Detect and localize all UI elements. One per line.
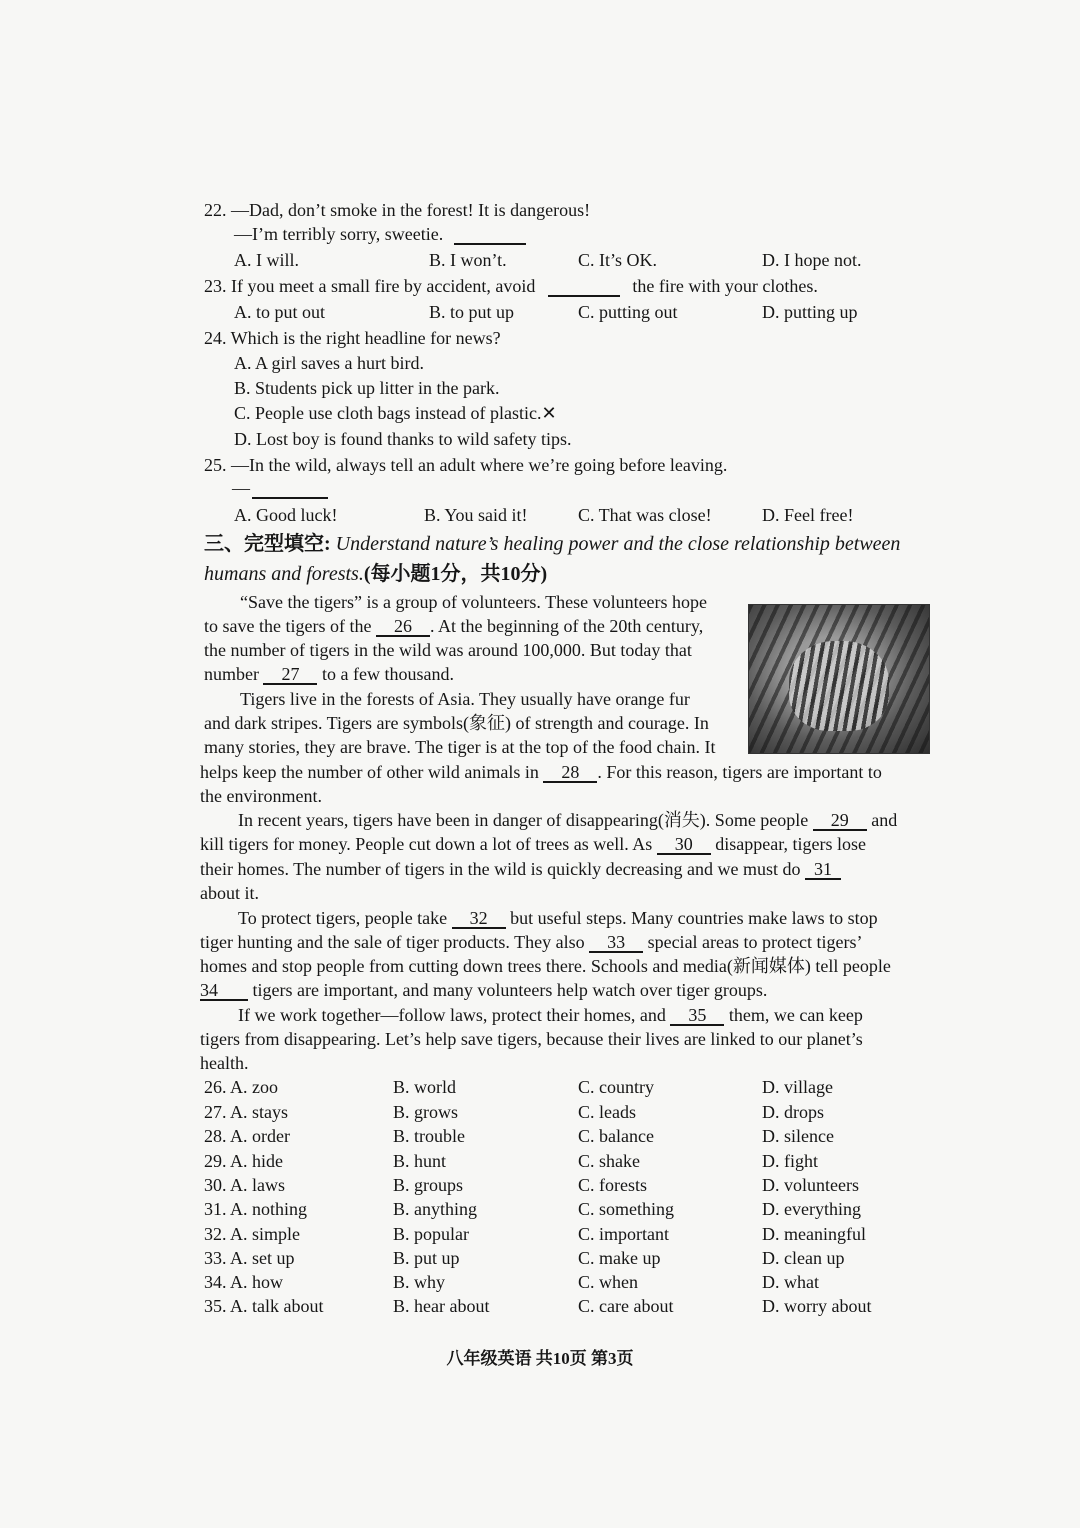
text-span: but useful steps. Many countries make laws to stop [510,908,878,928]
choice-32-a: 32. A. simple [204,1224,301,1244]
q23-option-b: B. to put up [429,302,515,322]
section-title-b: humans and forests. [204,563,364,585]
choice-34-b: B. why [393,1272,446,1292]
q24-stem: 24. Which is the right headline for news? [204,328,501,348]
blank-33: 33 [589,933,643,953]
q22-number: 22. [204,200,227,220]
text-span: To protect tigers, people take [238,908,448,928]
blank-29: 29 [813,811,867,831]
q24-option-d: D. Lost boy is found thanks to wild safety tips. [234,429,572,449]
q25-option-a: A. Good luck! [234,505,338,525]
q25-option-c: C. That was close! [578,505,712,525]
passage-p4-line3: homes and stop people from cutting down trees there. Schools and media(新闻媒体) tell people [200,956,891,976]
choice-30-a: 30. A. laws [204,1175,285,1195]
blank-35: 35 [670,1006,724,1026]
passage-p5-line2: tigers from disappearing. Let’s help save tigers, because their lives are linked to our planet’s [200,1029,863,1049]
text-span: . At the beginning of the 20th century, [429,616,704,636]
handwritten-x-mark: ✕ [541,403,557,423]
q22-option-b: B. I won’t. [429,250,507,270]
choice-34-c: C. when [578,1272,638,1292]
text-span: If we work together—follow laws, protect their homes, and [238,1005,666,1025]
choice-33-b: B. put up [393,1248,460,1268]
passage-p1-line1: “Save the tigers” is a group of volunteers. These volunteers hope [240,592,708,612]
choice-28-d: D. silence [762,1126,834,1146]
q23-option-c: C. putting out [578,302,678,322]
passage-p1-line2 [204,614,703,638]
q25-reply-line [232,476,328,500]
q22-stem: —Dad, don’t smoke in the forest! It is dangerous! [231,200,591,220]
blank-31: 31 [805,860,841,880]
choice-31-c: C. something [578,1199,675,1219]
q24-option-a: A. A girl saves a hurt bird. [234,353,424,373]
passage-p4-line2 [200,930,862,954]
q25-stem: 25. —In the wild, always tell an adult where we’re going before leaving. [204,455,728,475]
passage-p2-line4 [200,760,882,784]
q22-option-d: D. I hope not. [762,250,862,270]
q22-line1 [204,198,590,222]
passage-p3-line4: about it. [200,883,259,903]
q22-blank [454,225,526,245]
text-span: tigers are important, and many volunteers help watch over tiger groups. [252,980,768,1000]
q24-option-b: B. Students pick up litter in the park. [234,378,500,398]
choice-34-a: 34. A. how [204,1272,284,1292]
blank-30: 30 [657,835,711,855]
blank-28: 28 [543,763,597,783]
blank-27: 27 [263,665,317,685]
choice-32-b: B. popular [393,1224,469,1244]
text-span: . For this reason, tigers are important to [597,762,882,782]
choice-27-b: B. grows [393,1102,459,1122]
q22-reply: —I’m terribly sorry, sweetie. [234,224,444,244]
blank-26: 26 [376,617,430,637]
text-span: kill tigers for money. People cut down a lot of trees as well. As [200,834,653,854]
q22-option-a: A. I will. [234,250,299,270]
passage-p3-line3 [200,857,841,881]
choice-31-d: D. everything [762,1199,861,1219]
passage-p2-line1: Tigers live in the forests of Asia. They usually have orange fur [240,689,690,709]
q25-option-d: D. Feel free! [762,505,854,525]
choice-30-d: D. volunteers [762,1175,859,1195]
text-span: to save the tigers of the [204,616,372,636]
q23-stem [204,274,818,298]
choice-28-a: 28. A. order [204,1126,290,1146]
choice-28-b: B. trouble [393,1126,465,1146]
choice-27-a: 27. A. stays [204,1102,289,1122]
page-footer: 八年级英语 共10页 第3页 [446,1349,634,1368]
q23-option-d: D. putting up [762,302,858,322]
text-span: number [204,664,259,684]
passage-p3-line2 [200,832,866,856]
choice-31-a: 31. A. nothing [204,1199,308,1219]
tiger-figure [789,641,889,731]
choice-35-b: B. hear about [393,1296,490,1316]
choice-27-c: C. leads [578,1102,636,1122]
choice-26-a: 26. A. zoo [204,1077,278,1097]
choice-35-a: 35. A. talk about [204,1296,324,1316]
section-heading-2 [204,562,547,586]
choice-26-b: B. world [393,1077,456,1097]
passage-p5-line1 [238,1003,863,1027]
choice-29-b: B. hunt [393,1151,447,1171]
passage-p5-line3: health. [200,1053,249,1073]
blank-32: 32 [452,909,506,929]
blank-34: 34 [200,981,248,1001]
text-span: disappear, tigers lose [715,834,866,854]
passage-p2-line5: the environment. [200,786,322,806]
choice-29-a: 29. A. hide [204,1151,283,1171]
passage-p1-line3: the number of tigers in the wild was around 100,000. But today that [204,640,692,660]
choice-35-c: C. care about [578,1296,674,1316]
text-span: and [871,810,898,830]
passage-p2-line3: many stories, they are brave. The tiger is at the top of the food chain. It [204,737,716,757]
choice-30-c: C. forests [578,1175,647,1195]
passage-p4-line1 [238,906,878,930]
choice-30-b: B. groups [393,1175,464,1195]
text-span: In recent years, tigers have been in danger of disappearing(消失). Some people [238,810,809,830]
q22-option-c: C. It’s OK. [578,250,658,270]
choice-33-d: D. clean up [762,1248,845,1268]
choice-32-c: C. important [578,1224,669,1244]
choice-31-b: B. anything [393,1199,477,1219]
choice-26-c: C. country [578,1077,654,1097]
q24-option-c: C. People use cloth bags instead of plastic. [234,403,542,423]
choice-29-c: C. shake [578,1151,640,1171]
choice-32-d: D. meaningful [762,1224,866,1244]
text-span: to a few thousand. [321,664,454,684]
section-title-a: Understand nature’s healing power and the close relationship between [335,533,901,555]
choice-27-d: D. drops [762,1102,824,1122]
choice-33-c: C. make up [578,1248,661,1268]
passage-p3-line1 [238,808,897,832]
q24-option-c-line [234,401,557,425]
choice-29-d: D. fight [762,1151,818,1171]
q22-line2 [234,222,526,246]
q23-option-a: A. to put out [234,302,326,322]
q25-dash: — [232,478,250,498]
passage-p2-line2: and dark stripes. Tigers are symbols(象征) of strength and courage. In [204,713,709,733]
text-span: them, we can keep [728,1005,863,1025]
q25-option-b: B. You said it! [424,505,528,525]
text-span: their homes. The number of tigers in the wild is quickly decreasing and we must do [200,859,801,879]
section-heading [204,532,900,556]
q23-blank [548,277,620,297]
passage-p1-line4 [204,662,454,686]
text-span: special areas to protect tigers’ [647,932,863,952]
q23-stem-a: 23. If you meet a small fire by accident, avoid [204,276,536,296]
text-span: helps keep the number of other wild animals in [200,762,539,782]
passage-p4-line4 [200,978,767,1002]
q25-blank [252,479,328,499]
text-span: tiger hunting and the sale of tiger products. They also [200,932,585,952]
tiger-photo [748,604,930,754]
choice-35-d: D. worry about [762,1296,872,1316]
section-score: (每小题1分，共10分) [363,563,548,585]
choice-26-d: D. village [762,1077,833,1097]
choice-33-a: 33. A. set up [204,1248,295,1268]
choice-34-d: D. what [762,1272,819,1292]
q23-stem-b: the fire with your clothes. [632,276,818,296]
section-prefix: 三、完型填空: [204,533,331,555]
choice-28-c: C. balance [578,1126,654,1146]
